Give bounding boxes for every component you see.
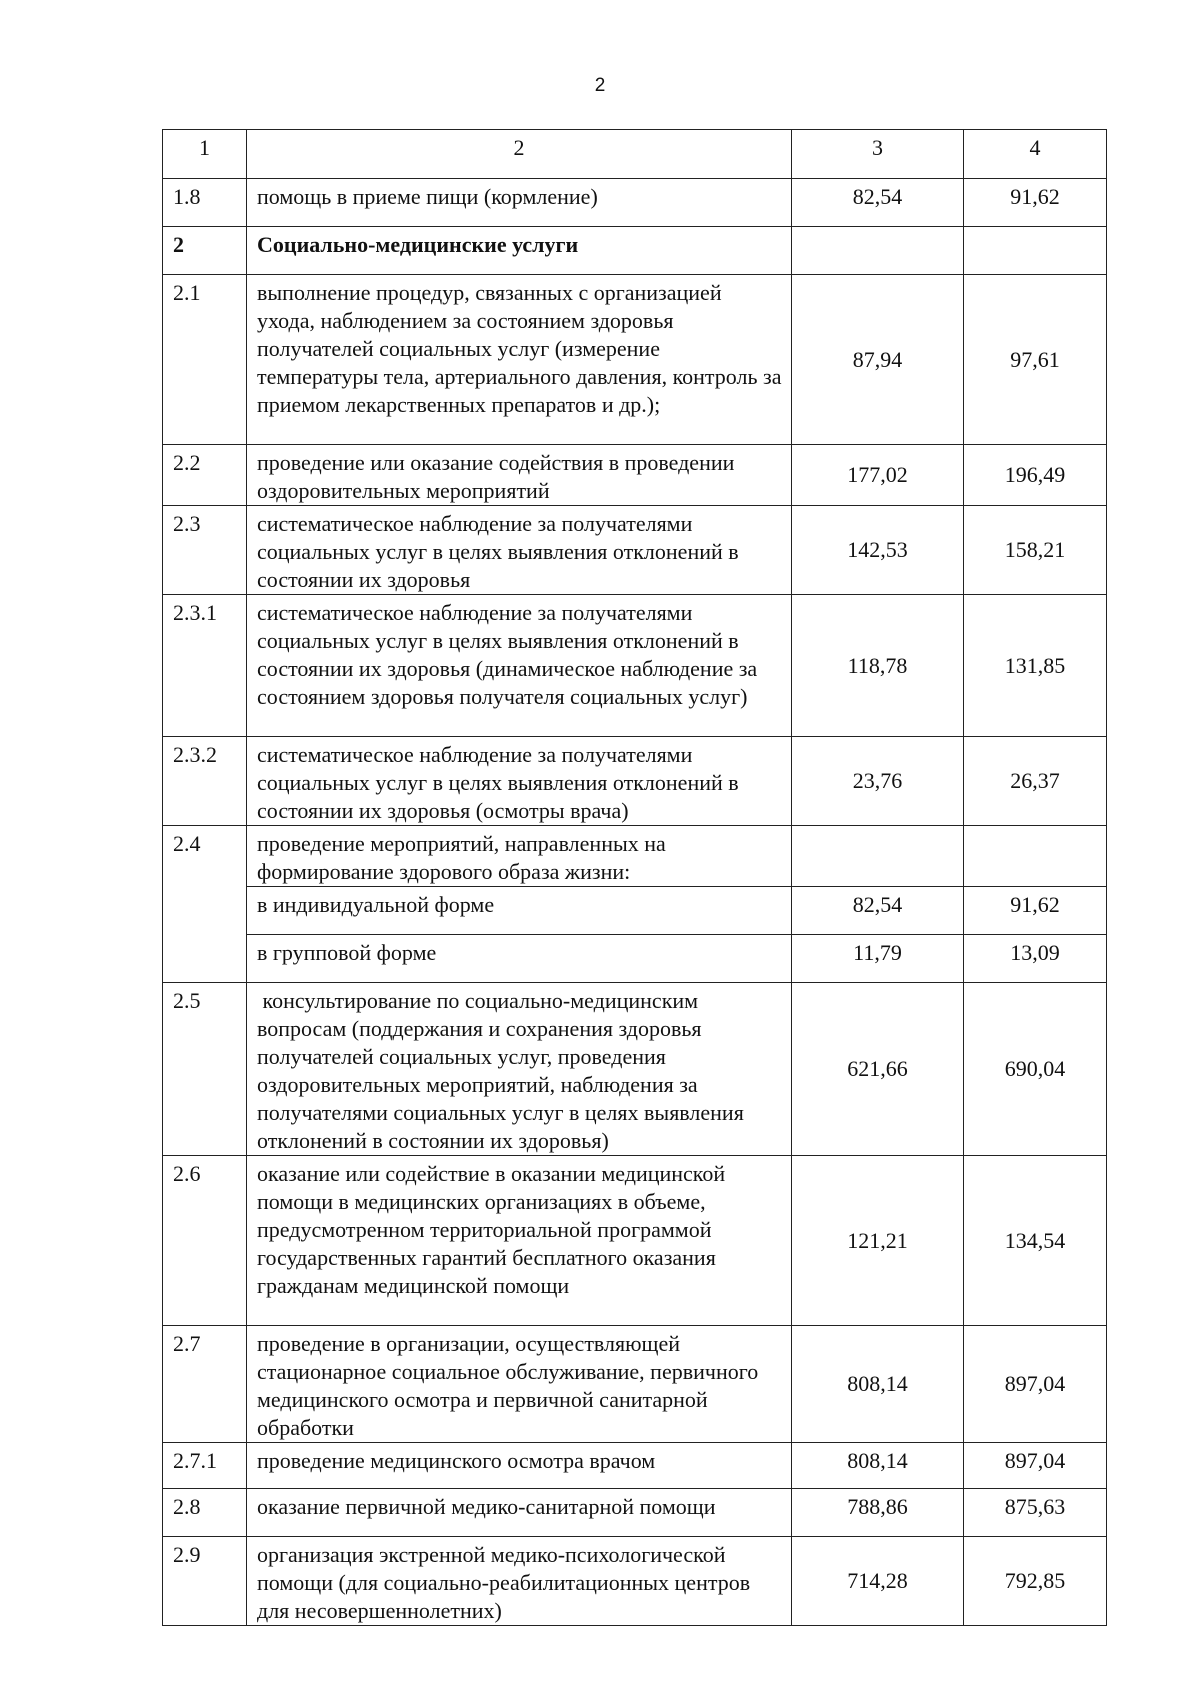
section-title: Социально-медицинские услуги (247, 227, 792, 275)
price-col4: 690,04 (964, 983, 1107, 1156)
price-col4: 196,49 (964, 445, 1107, 506)
price-col3: 621,66 (792, 983, 964, 1156)
price-col3: 82,54 (792, 179, 964, 227)
price-col3: 11,79 (792, 935, 964, 983)
table-subrow (163, 887, 1107, 935)
price-col4: 158,21 (964, 506, 1107, 595)
row-number: 2.2 (163, 445, 247, 506)
table-row (163, 445, 1107, 506)
price-col4: 897,04 (964, 1326, 1107, 1443)
price-col4: 897,04 (964, 1443, 1107, 1489)
table-row (163, 1443, 1107, 1489)
price-col3: 118,78 (792, 595, 964, 737)
table-row (163, 1489, 1107, 1537)
service-description: проведение мероприятий, направленных на формирование здорового образа жизни: (247, 826, 792, 887)
price-col4: 91,62 (964, 887, 1107, 935)
price-col4: 91,62 (964, 179, 1107, 227)
header-cell: 3 (792, 130, 964, 179)
table-row (163, 1156, 1107, 1326)
service-description: оказание первичной медико-санитарной помощи (247, 1489, 792, 1537)
page-number: 2 (594, 75, 606, 96)
price-col4: 26,37 (964, 737, 1107, 826)
row-number: 2.3.1 (163, 595, 247, 737)
section-number: 2 (163, 227, 247, 275)
header-cell: 2 (247, 130, 792, 179)
price-col4: 13,09 (964, 935, 1107, 983)
service-description: систематическое наблюдение за получателями социальных услуг в целях выявления отклонений в состоянии их здоровья (247, 506, 792, 595)
row-number: 2.1 (163, 275, 247, 445)
price-col3 (792, 227, 964, 275)
service-description: помощь в приеме пищи (кормление) (247, 179, 792, 227)
table-row (163, 737, 1107, 826)
price-col3 (792, 826, 964, 887)
row-number: 2.9 (163, 1537, 247, 1626)
row-number: 2.7 (163, 1326, 247, 1443)
section-row (163, 227, 1107, 275)
row-number: 2.3.2 (163, 737, 247, 826)
price-col4: 875,63 (964, 1489, 1107, 1537)
header-cell: 1 (163, 130, 247, 179)
price-col4 (964, 227, 1107, 275)
service-description: проведение медицинского осмотра врачом (247, 1443, 792, 1489)
price-col3: 87,94 (792, 275, 964, 445)
table-row (163, 179, 1107, 227)
table-subrow (163, 935, 1107, 983)
price-col3: 788,86 (792, 1489, 964, 1537)
price-col4 (964, 826, 1107, 887)
service-description: оказание или содействие в оказании медицинской помощи в медицинских организациях в объеме, предусмотренном территориальной программой государственных гарантий бесплатного оказания гражданам медицинской помощи (247, 1156, 792, 1326)
service-description: организация экстренной медико-психологической помощи (для социально-реабилитационных центров для несовершеннолетних) (247, 1537, 792, 1626)
price-col4: 792,85 (964, 1537, 1107, 1626)
price-col4: 134,54 (964, 1156, 1107, 1326)
table-row (163, 826, 1107, 887)
price-col3: 714,28 (792, 1537, 964, 1626)
price-col3: 808,14 (792, 1443, 964, 1489)
row-number: 2.8 (163, 1489, 247, 1537)
service-subdescription: в индивидуальной форме (247, 887, 792, 935)
tariff-table (162, 129, 1107, 1626)
price-col3: 82,54 (792, 887, 964, 935)
price-col3: 121,21 (792, 1156, 964, 1326)
price-col3: 808,14 (792, 1326, 964, 1443)
row-number: 2.6 (163, 1156, 247, 1326)
row-number: 2.7.1 (163, 1443, 247, 1489)
row-number: 2.4 (163, 826, 247, 983)
service-description: систематическое наблюдение за получателями социальных услуг в целях выявления отклонений в состоянии их здоровья (динамическое наблюдение за состоянием здоровья получателя социальных услуг) (247, 595, 792, 737)
service-subdescription: в групповой форме (247, 935, 792, 983)
service-description: систематическое наблюдение за получателями социальных услуг в целях выявления отклонений в состоянии их здоровья (осмотры врача) (247, 737, 792, 826)
price-col3: 23,76 (792, 737, 964, 826)
price-col4: 97,61 (964, 275, 1107, 445)
service-description: проведение или оказание содействия в проведении оздоровительных мероприятий (247, 445, 792, 506)
table-row (163, 983, 1107, 1156)
row-number: 1.8 (163, 179, 247, 227)
service-description: проведение в организации, осуществляющей стационарное социальное обслуживание, первичного медицинского осмотра и первичной санитарной обработки (247, 1326, 792, 1443)
row-number: 2.5 (163, 983, 247, 1156)
table-row (163, 506, 1107, 595)
price-col3: 177,02 (792, 445, 964, 506)
service-description: консультирование по социально-медицинским вопросам (поддержания и сохранения здоровья получателей социальных услуг, проведения оздоровительных мероприятий, наблюдения за получателями социальных услуг в целях выявления отклонений в состоянии их здоровья) (247, 983, 792, 1156)
price-col3: 142,53 (792, 506, 964, 595)
table-row (163, 275, 1107, 445)
table-header-row (163, 130, 1107, 179)
price-col4: 131,85 (964, 595, 1107, 737)
table-row (163, 1537, 1107, 1626)
row-number: 2.3 (163, 506, 247, 595)
service-description: выполнение процедур, связанных с организацией ухода, наблюдением за состоянием здоровья получателей социальных услуг (измерение температуры тела, артериального давления, контроль за приемом лекарственных препаратов и др.); (247, 275, 792, 445)
table-row (163, 595, 1107, 737)
table-row (163, 1326, 1107, 1443)
header-cell: 4 (964, 130, 1107, 179)
